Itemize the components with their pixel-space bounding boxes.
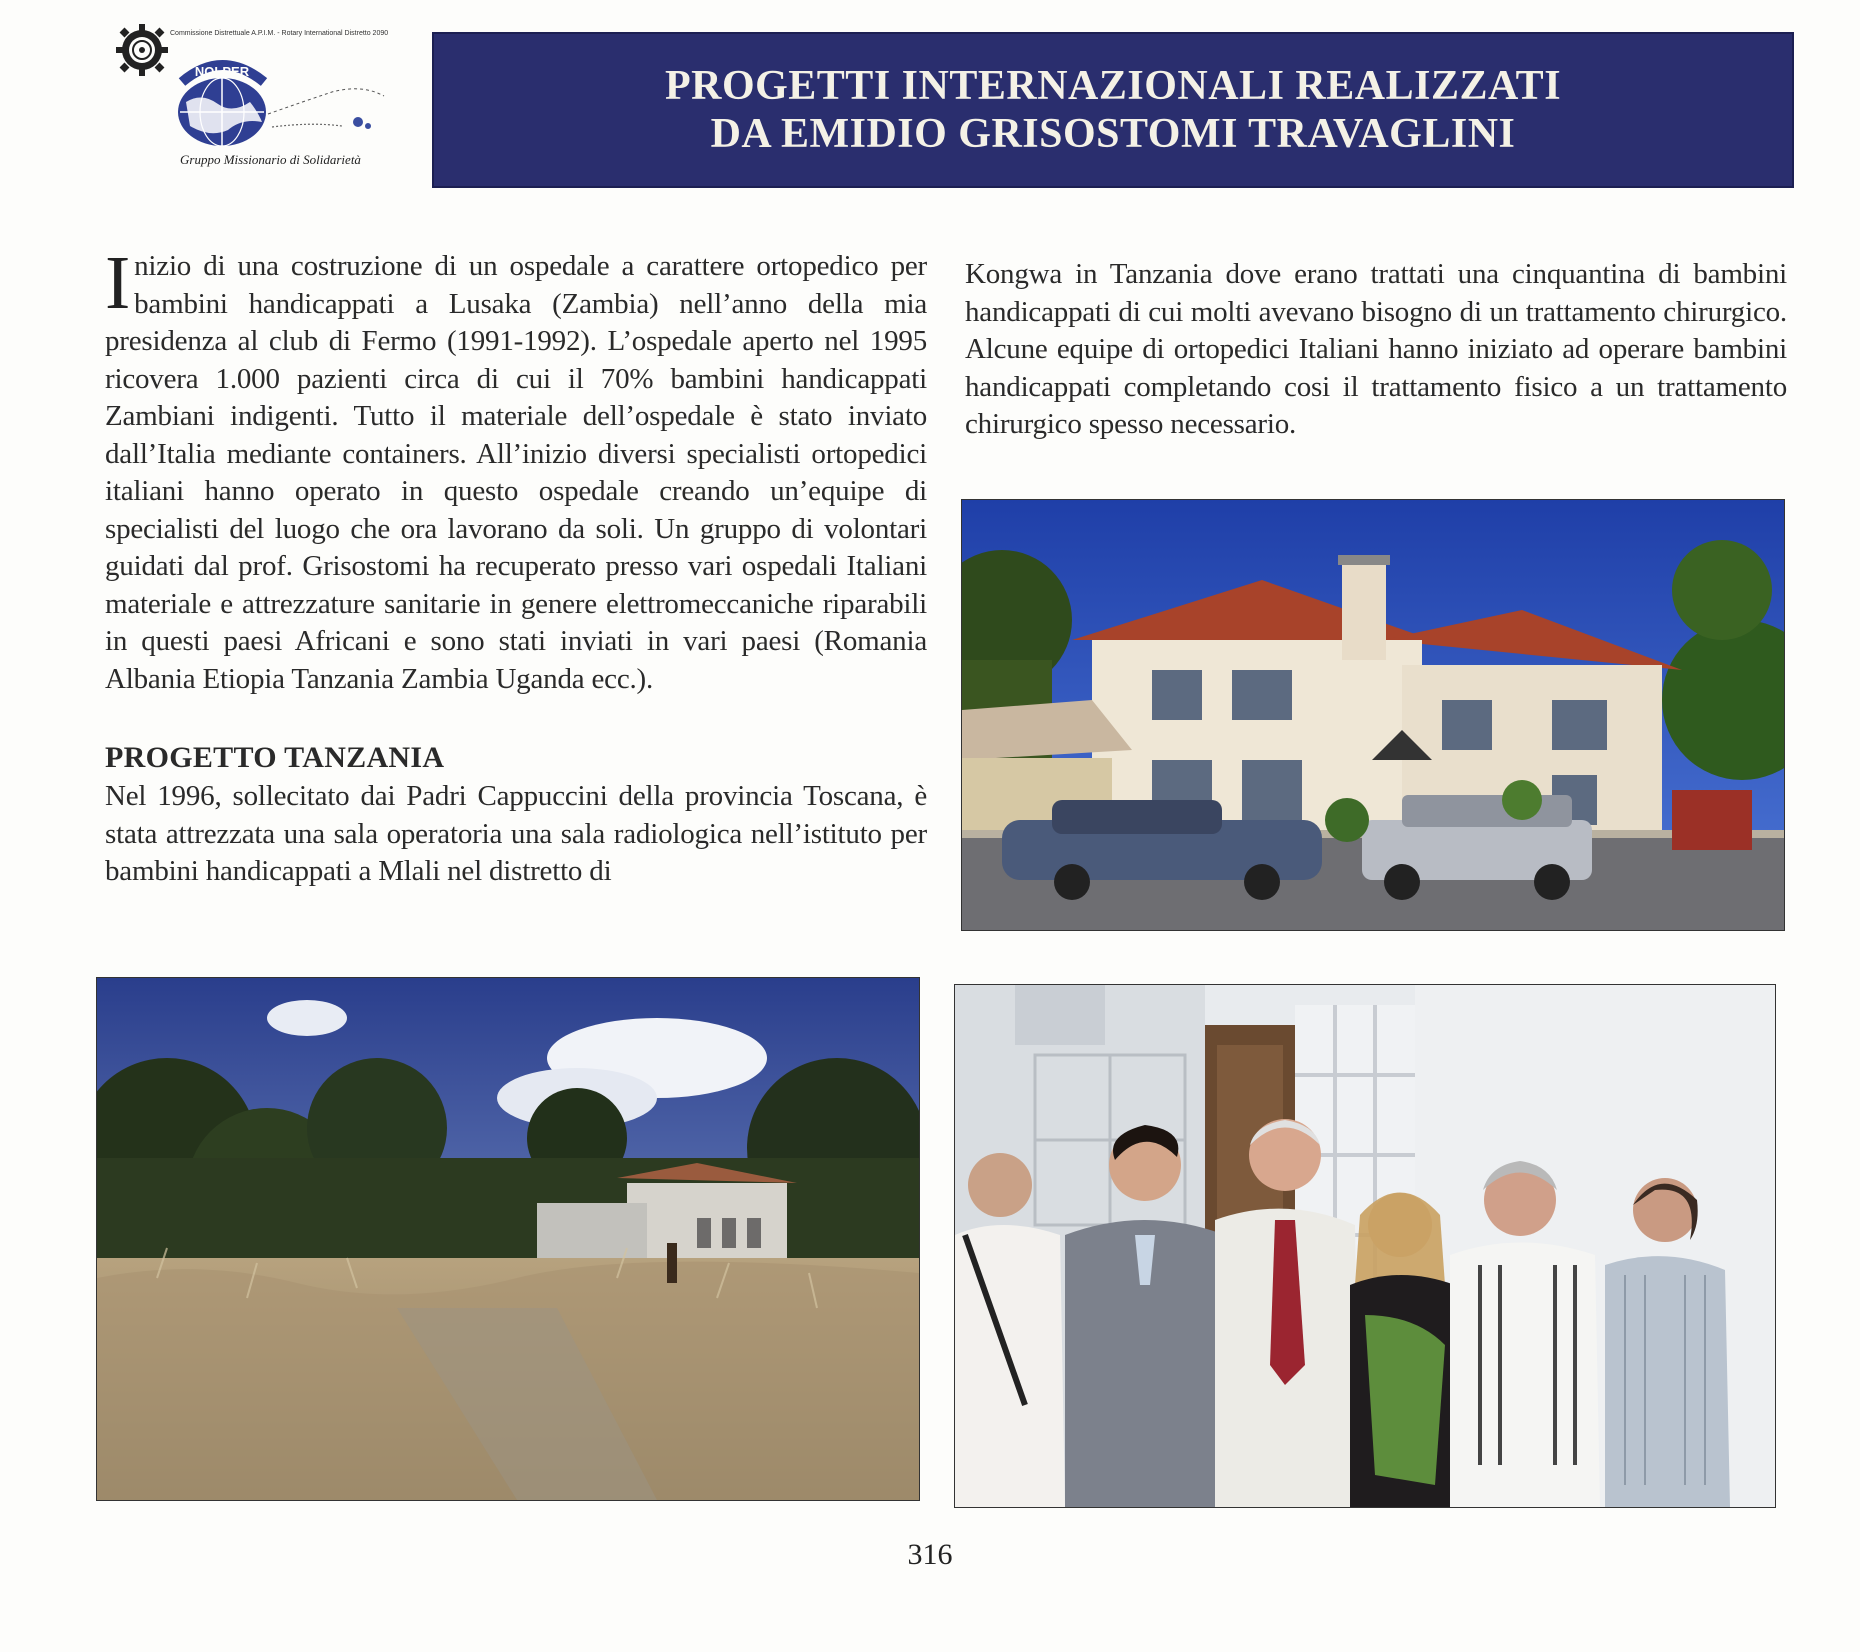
continuation-paragraph: Kongwa in Tanzania dove erano trattati una cinquantina di bambini handicappati di cui molti avevano bisogno di un trattamento chirurgico. Alcune equipe di ortopedici Italiani hanno iniziato ad operare bambini handicappati completando cosi il trattamento fisico a un trattamento chirurgico spesso necessario. <box>965 258 1787 440</box>
group-portrait-photo <box>955 985 1775 1507</box>
logo-caption: Gruppo Missionario di Solidarietà <box>180 152 361 167</box>
left-column <box>105 241 927 891</box>
organization-logo <box>110 22 410 182</box>
tanzania-paragraph: Nel 1996, sollecitato dai Padri Cappuccini della provincia Toscana, è stata attrezzata una sala operatoria una sala radiologica nell’istituto per bambini handicappati a Mlali nel distretto di <box>105 780 927 887</box>
intro-text: nizio di una costruzione di un ospedale a carattere ortopedico per bambini handicappati a Lusaka (Zambia) nell’anno della mia presidenza al club di Fermo (1991-1992). L’ospedale aperto nel 1995 ricovera 1.000 pazienti circa di cui il 70% bambini handicappati Zambiani indigenti. Tutto il materiale dell’ospedale è stato inviato dall’Italia mediante containers. All’inizio diversi specialisti ortopedici italiani hanno operato in questo ospedale creando un’equipe di specialisti del luogo che ora lavorano da soli. Un gruppo di volontari guidati dal prof. Grisostomi ha recuperato presso vari ospedali Italiani materiale e attrezzature sanitarie in genere elettromeccaniche riparabili in questi paesi Africani e sono stati inviati in vari paesi (Romania Albania Etiopia Tanzania Zambia Uganda ecc.). <box>105 250 927 695</box>
right-column <box>965 256 1787 444</box>
rotary-gear-icon <box>116 24 168 76</box>
hospital-building-photo <box>962 500 1784 930</box>
savanna-field-photo <box>97 978 919 1500</box>
logo-emblem-text: NOLPER <box>194 64 250 79</box>
title-line-2: DA EMIDIO GRISOSTOMI TRAVAGLINI <box>710 111 1516 157</box>
logo-top-text: Commissione Distrettuale A.P.I.M. - Rotary International Distretto 2090 <box>170 30 389 37</box>
intro-paragraph <box>105 241 927 698</box>
section-heading: PROGETTO TANZANIA <box>105 741 445 774</box>
drop-cap: I <box>105 241 131 325</box>
globe-emblem-icon <box>172 52 402 152</box>
title-banner <box>432 32 1794 188</box>
title-line-1: PROGETTI INTERNAZIONALI REALIZZATI <box>664 63 1562 109</box>
page-number: 316 <box>907 1538 953 1571</box>
